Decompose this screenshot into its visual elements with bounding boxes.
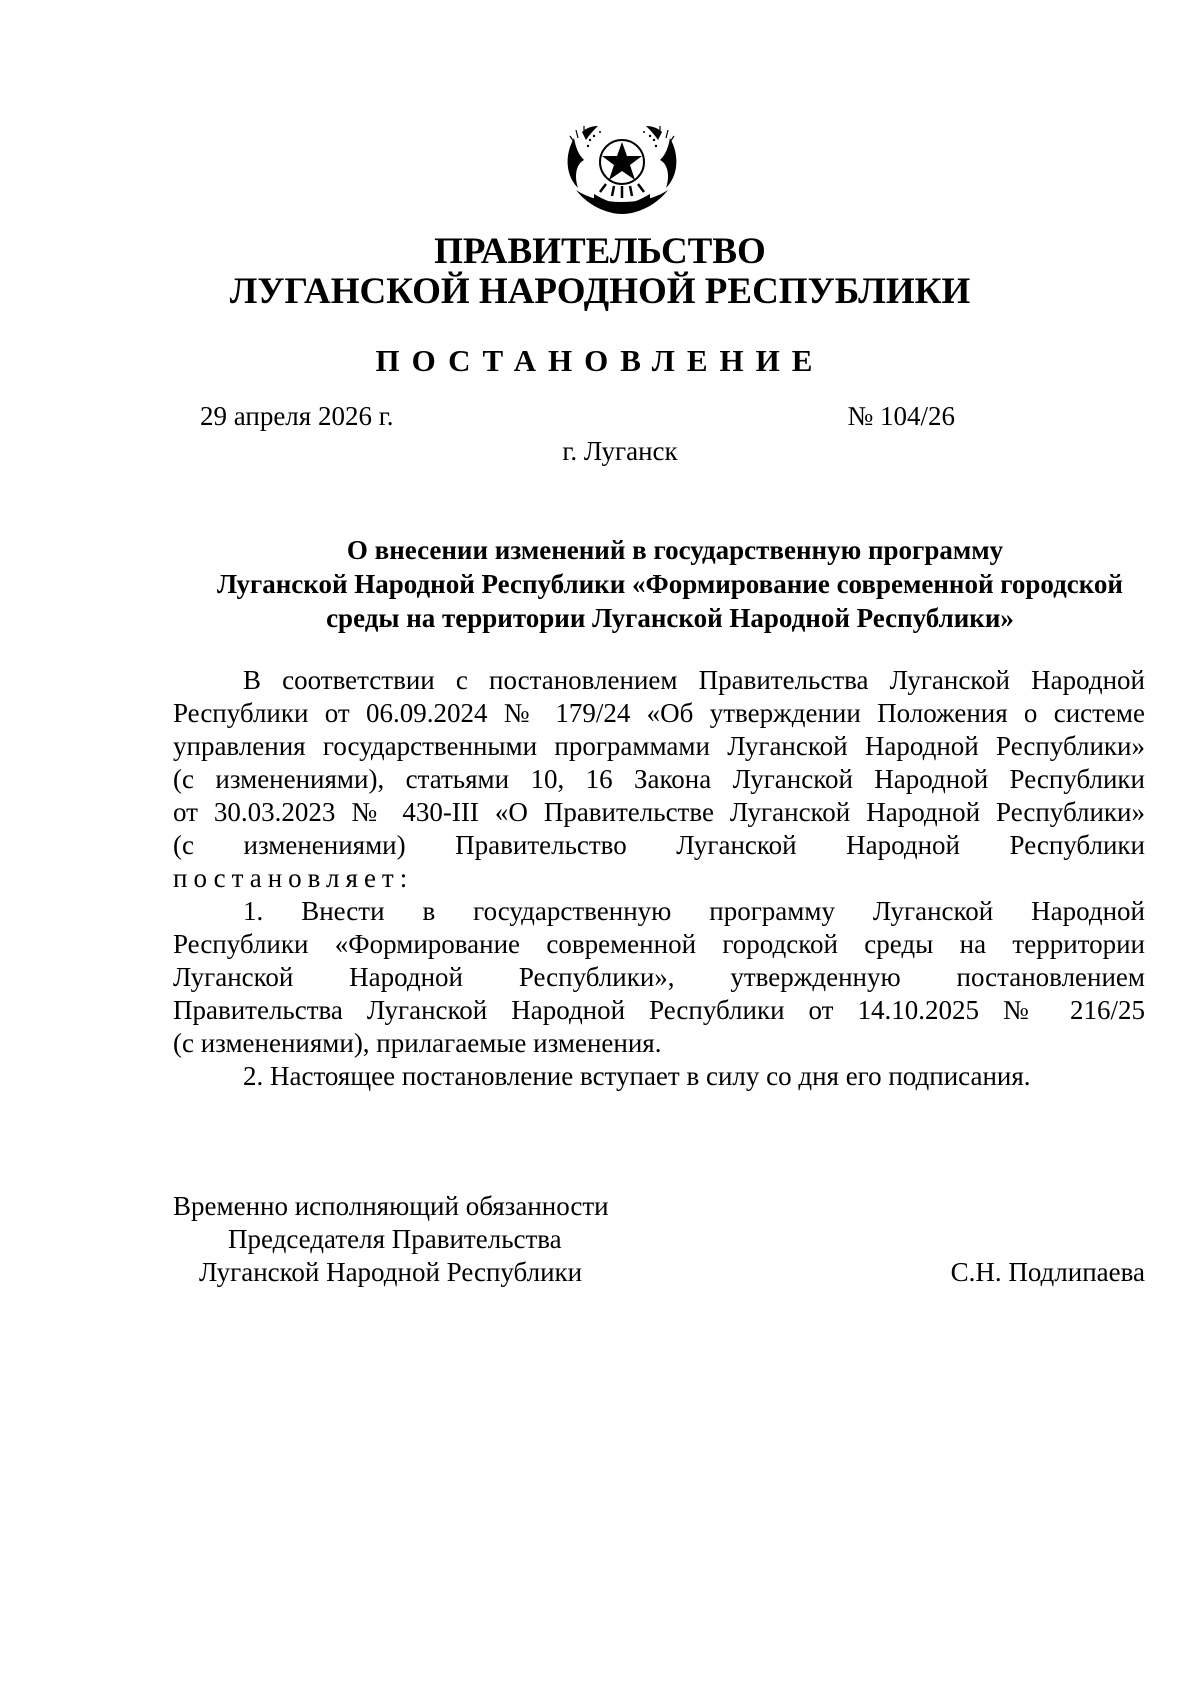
signatory-name: С.Н. Подлипаева	[950, 1257, 1145, 1287]
body-line: В соответствии с постановлением Правительства Луганской Народной	[243, 665, 1145, 695]
signatory-position-line2: Председателя Правительства	[228, 1224, 562, 1254]
body-line: Луганской Народной Республики», утвержденную постановлением	[173, 962, 1145, 992]
government-title-line1: ПРАВИТЕЛЬСТВО	[434, 231, 766, 272]
body-line: 1. Внести в государственную программу Луганской Народной	[243, 896, 1145, 926]
body-line: (с изменениями), статьями 10, 16 Закона Луганской Народной Республики	[173, 764, 1145, 794]
government-title-line2: ЛУГАНСКОЙ НАРОДНОЙ РЕСПУБЛИКИ	[229, 271, 971, 312]
body-line: (с изменениями) Правительство Луганской Народной Республики	[173, 830, 1145, 860]
body-line: Правительства Луганской Народной Республики от 14.10.2025 № 216/25	[173, 995, 1145, 1025]
body-line: управления государственными программами Луганской Народной Республики»	[173, 731, 1145, 761]
signatory-position-line1: Временно исполняющий обязанности	[173, 1191, 609, 1221]
document-city: г. Луганск	[562, 436, 678, 466]
body-line: Республики «Формирование современной городской среды на территории	[173, 929, 1145, 959]
signatory-position-line3: Луганской Народной Республики	[199, 1257, 583, 1287]
body-line: (с изменениями), прилагаемые изменения.	[173, 1028, 662, 1058]
subject-line: среды на территории Луганской Народной Республики»	[326, 603, 1014, 633]
document-kind: ПОСТАНОВЛЕНИЕ	[375, 343, 825, 378]
document-date: 29 апреля 2026 г.	[200, 401, 394, 431]
body-line: Республики от 06.09.2024 № 179/24 «Об утверждении Положения о системе	[173, 698, 1145, 728]
subject-line: О внесении изменений в государственную программу	[346, 535, 1004, 565]
lpr-coat-of-arms-icon	[560, 118, 684, 218]
body-line: 2. Настоящее постановление вступает в силу со дня его подписания.	[243, 1061, 1031, 1091]
document-number: № 104/26	[847, 401, 955, 431]
body-line: от 30.03.2023 № 430-III «О Правительстве Луганской Народной Республики»	[173, 797, 1145, 827]
subject-line: Луганской Народной Республики «Формирование современной городской	[217, 569, 1123, 599]
body-line: постановляет:	[173, 863, 414, 893]
